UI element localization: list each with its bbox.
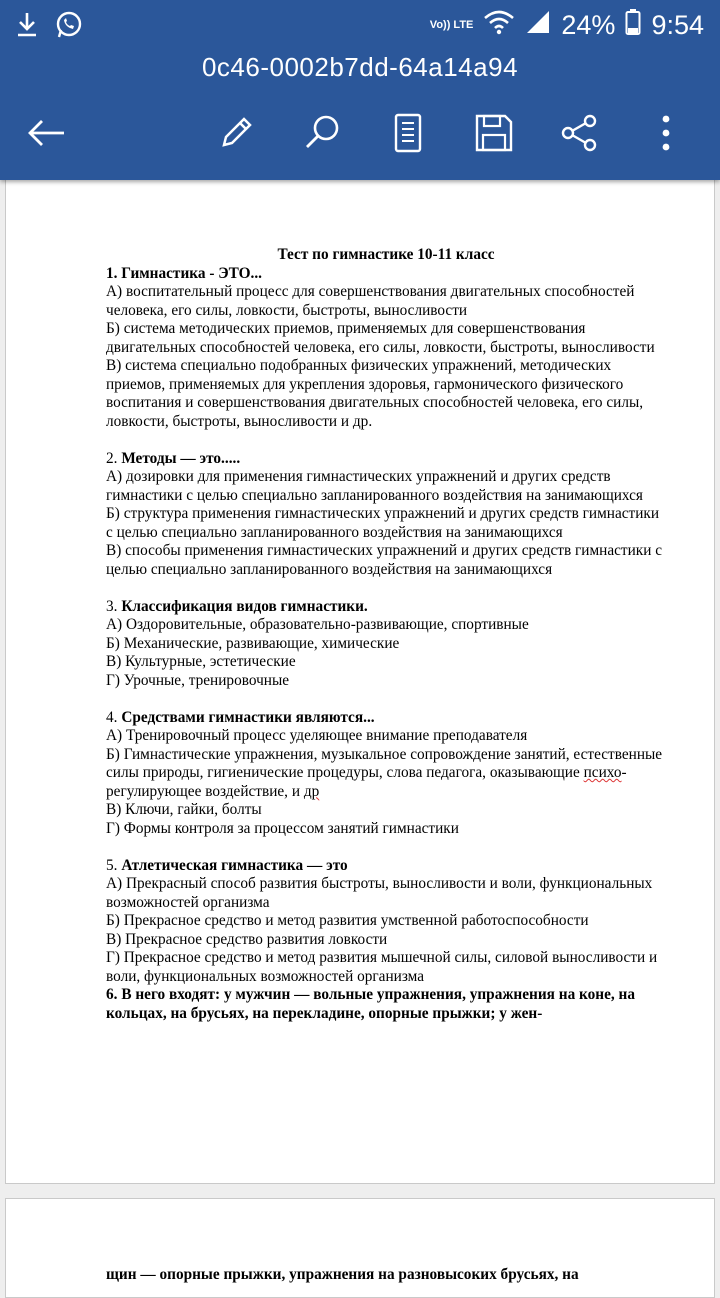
mobile-view-button[interactable]	[386, 113, 430, 157]
document-title: 0c46-0002b7dd-64a14a94	[201, 52, 519, 82]
page-2-text: щин — опорные прыжки, упражнения на разновысоких брусьях, на	[106, 1266, 579, 1283]
battery-percent: 24%	[561, 10, 616, 40]
search-button[interactable]	[300, 113, 344, 157]
question-1-option-c: В) система специально подобранных физических упражнений, методических приемов, применяемых для укрепления здоровья, гармонического физического воспитания и совершенствования двигательных способностей человека, его силы, ловкости, быстроты, выносливости и др.	[106, 357, 644, 430]
question-2-option-c: В) способы применения гимнастических упражнений и других средств гимнастики с целью специально запланированного воздействия на занимающихся	[106, 542, 663, 578]
question-2-heading: 2. Методы — это.....	[106, 449, 241, 467]
app-bar	[0, 0, 720, 180]
question-3-heading: 3. Классификация видов гимнастики.	[106, 597, 368, 615]
status-bar	[0, 0, 720, 50]
question-5-heading: 5. Атлетическая гимнастика — это	[106, 856, 348, 874]
volte-indicator: Vo)) LTE	[429, 19, 474, 31]
question-3-option-d: Г) Урочные, тренировочные	[106, 671, 290, 689]
pencil-icon	[216, 113, 256, 158]
more-vertical-icon	[661, 113, 671, 158]
test-title: Тест по гимнастике 10-11 класс	[277, 246, 495, 263]
question-6-heading: 6. В него входят: у мужчин — вольные упражнения, упражнения на коне, на кольцах, на брусьях, на перекладине, опорные прыжки; у жен-	[106, 986, 636, 1022]
question-1-heading: 1. Гимнастика - ЭТО...	[106, 264, 262, 282]
question-3-option-b: Б) Механические, развивающие, химические	[106, 634, 400, 652]
question-5-option-d: Г) Прекрасное средство и метод развития мышечной силы, силовой выносливости и воли, функциональных возможностей организма	[106, 949, 658, 985]
question-3-option-c: В) Культурные, эстетические	[106, 653, 296, 670]
battery-icon	[625, 8, 641, 43]
question-4-option-a: А) Тренировочный процесс уделяющее внимание преподавателя	[106, 727, 528, 744]
question-5-option-b: Б) Прекрасное средство и метод развития умственной работоспособности	[106, 912, 589, 929]
back-arrow-icon	[26, 118, 66, 153]
share-icon	[559, 113, 599, 158]
question-4-option-c: В) Ключи, гайки, болты	[106, 801, 262, 818]
question-5-option-c: В) Прекрасное средство развития ловкости	[106, 930, 388, 948]
question-3-option-a: А) Оздоровительные, образовательно-развивающие, спортивные	[106, 616, 529, 633]
question-2-option-b: Б) структура применения гимнастических упражнений и других средств гимнастики с целью специально запланированного воздействия на занимающихся	[106, 505, 660, 541]
save-button[interactable]	[472, 113, 516, 157]
question-4-option-b: Б) Гимнастические упражнения, музыкальное сопровождение занятий, естественные силы природы, гигиенические процедуры, слова педагога, оказывающие психо-регулирующее воздействие, и др	[106, 745, 663, 800]
share-button[interactable]	[557, 113, 601, 157]
question-4-option-d: Г) Формы контроля за процессом занятий гимнастики	[106, 819, 459, 837]
search-icon	[302, 113, 342, 158]
question-1-option-a: А) воспитательный процесс для совершенствования двигательных способностей человека, его силы, ловкости, быстроты, выносливости	[106, 283, 635, 319]
back-button[interactable]	[24, 113, 68, 157]
wifi-icon	[483, 9, 515, 42]
question-5-option-a: А) Прекрасный способ развития быстроты, выносливости и воли, функциональных возможностей организма	[106, 875, 653, 911]
download-icon	[14, 11, 40, 44]
toolbar	[0, 105, 720, 165]
edit-button[interactable]	[214, 113, 258, 157]
question-2-option-a: А) дозировки для применения гимнастических упражнений и других средств гимнастики с целью специально запланированного воздействия на занимающихся	[106, 468, 643, 504]
spellcheck-word[interactable]: психо	[583, 764, 622, 781]
save-icon	[474, 113, 514, 158]
spellcheck-word[interactable]: др	[303, 782, 320, 800]
whatsapp-icon	[54, 10, 84, 45]
signal-icon	[525, 9, 551, 42]
clock: 9:54	[651, 10, 704, 40]
document-content	[106, 246, 666, 1023]
question-4-heading: 4. Средствами гимнастики являются...	[106, 708, 375, 726]
more-options-button[interactable]	[644, 113, 688, 157]
question-1-option-b: Б) система методических приемов, применяемых для совершенствования двигательных способностей человека, его силы, ловкости, быстроты, выносливости	[106, 320, 655, 356]
mobile-view-icon	[393, 113, 423, 158]
